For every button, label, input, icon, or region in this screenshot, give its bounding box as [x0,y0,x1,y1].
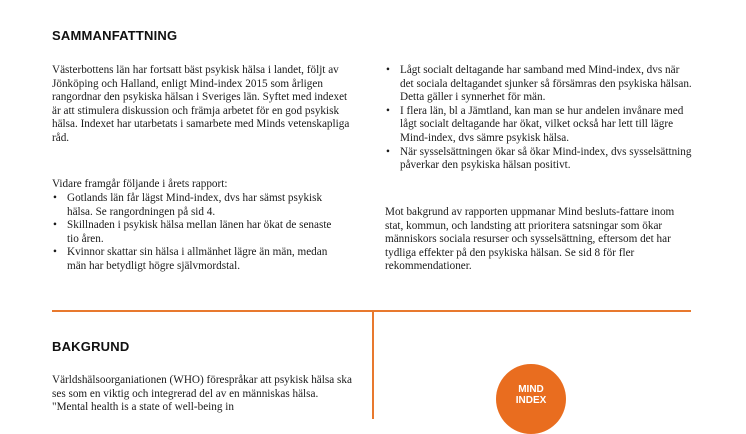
findings-intro: Vidare framgår följande i årets rapport: [52,178,228,190]
list-item: • När sysselsättningen ökar så ökar Mind-index, dvs sysselsättning påverkar den psykiska hälsan positivt. [385,146,695,173]
summary-heading: SAMMANFATTNING [52,28,178,43]
badge-line-2: INDEX [515,395,547,406]
mind-index-badge [496,364,566,434]
column-divider [372,311,374,419]
list-item: • Gotlands län får lägst Mind-index, dvs har sämst psykisk hälsa. Se rangordningen på sid 4. [52,192,338,219]
list-item: • Lågt socialt deltagande har samband med Mind-index, dvs när det sociala deltagandet sjunker så försämras den psykiska hälsan. Detta gäller i synnerhet för män. [385,64,695,105]
list-item: • Kvinnor skattar sin hälsa i allmänhet lägre än män, medan män har betydligt högre självmordstal. [52,246,338,273]
left-bullet-list [52,192,338,274]
badge-line-1: MIND [518,384,544,395]
background-paragraph: Världshälsoorganiationen (WHO) förespråkar att psykisk hälsa ska ses som en viktig och integrerad del av en människas hälsa. "Mental health is a state of well-being in [52,374,352,414]
right-bullet-list [385,64,695,173]
background-heading: BAKGRUND [52,339,130,354]
conclusion-paragraph: Mot bakgrund av rapporten uppmanar Mind besluts-fattare inom stat, kommun, och landsting att prioritera satsningar som ökar människors sociala resurser och sysselsättning, eftersom det har tydliga effekter på den psykiska hälsan. Se sid 8 för fler rekommendationer. [385,206,675,273]
list-item: • I flera län, bl a Jämtland, kan man se hur andelen invånare med lågt socialt deltagande har ökat, vilket också har lett till lägre Mind-index, dvs sämre psykisk hälsa. [385,105,695,146]
summary-intro-paragraph: Västerbottens län har fortsatt bäst psykisk hälsa i landet, följt av Jönköping och Halland, enligt Mind-index 2015 som årligen rangordnar den psykiska hälsan i Sveriges län. Syftet med indexet är att stimulera diskussion och främja arbetet för en god psykisk hälsa. Indexet har utarbetats i samarbete med Minds vetenskapliga råd. [52,64,350,144]
list-item: • Skillnaden i psykisk hälsa mellan länen har ökat de senaste tio åren. [52,219,338,246]
